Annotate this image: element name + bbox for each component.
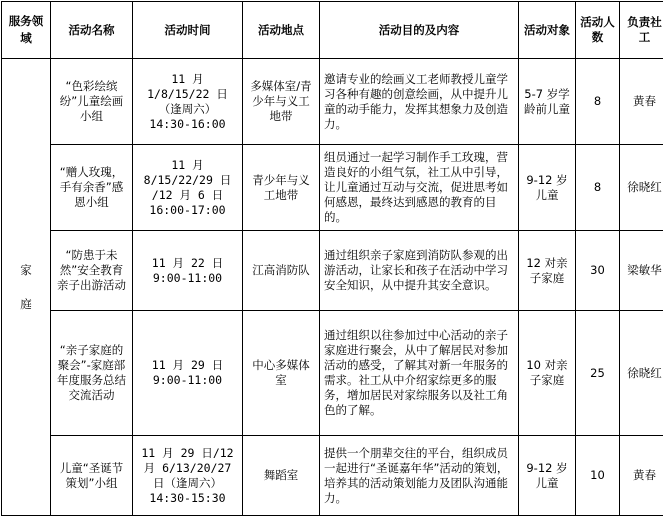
activity-worker: 黄春 [620,436,663,516]
activity-time: 11 月 1/8/15/22 日 （逢周六） 14:30-16:00 [133,59,243,145]
activity-target: 12 对亲子家庭 [519,231,576,311]
header-time: 活动时间 [133,2,243,59]
activity-worker: 徐晓红 [620,311,663,436]
activity-time: 11 月 29 日/12 月 6/13/20/27 日（逢周六） 14:30-15:30 [133,436,243,516]
activity-name: 儿童“圣诞节策划”小组 [51,436,133,516]
table-row [2,59,663,145]
activity-count: 25 [576,311,620,436]
activity-count: 8 [576,59,620,145]
header-target: 活动对象 [519,2,576,59]
activity-purpose: 通过组织以往参加过中心活动的亲子家庭进行聚会，从中了解居民对参加活动的感受，了解其对新一年服务的需求。社工从中介绍家综更多的服务，增加居民对家综服务以及社工角色的了解。 [320,311,519,436]
activity-place: 江高消防队 [243,231,320,311]
activity-count: 30 [576,231,620,311]
activity-time: 11 月 29 日 9:00-11:00 [133,311,243,436]
activity-purpose: 邀请专业的绘画义工老师教授儿童学习各种有趣的创意绘画，从中提升儿童的动手能力，发挥其想象力及创造力。 [320,59,519,145]
activity-time: 11 月 8/15/22/29 日 /12 月 6 日 16:00-17:00 [133,145,243,231]
activity-name: “色彩绘缤纷”儿童绘画小组 [51,59,133,145]
activity-worker: 徐晓红 [620,145,663,231]
domain-char-1: 家 [20,263,32,277]
header-worker: 负责社工 [620,2,663,59]
activity-place: 青少年与义工地带 [243,145,320,231]
activity-worker: 梁敏华 [620,231,663,311]
activity-name: “赠人玫瑰，手有余香”感恩小组 [51,145,133,231]
activity-place: 中心多媒体室 [243,311,320,436]
activity-worker: 黄春 [620,59,663,145]
activity-place: 舞蹈室 [243,436,320,516]
activity-purpose: 提供一个朋辈交往的平台，组织成员一起进行“圣诞嘉年华”活动的策划，培养其的活动策划能力及团队沟通能力。 [320,436,519,516]
domain-char-2: 庭 [20,297,32,311]
table-row [2,231,663,311]
header-row [2,2,663,59]
activity-purpose: 组员通过一起学习制作手工玫瑰，营造良好的小组气氛，社工从中引导，让儿童通过互动与交流，促进思考如何感恩，最终达到感恩的教育的目的。 [320,145,519,231]
header-purpose: 活动目的及内容 [320,2,519,59]
activity-target: 10 对亲子家庭 [519,311,576,436]
activity-purpose: 通过组织亲子家庭到消防队参观的出游活动，让家长和孩子在活动中学习安全知识，从中提升其安全意识。 [320,231,519,311]
header-name: 活动名称 [51,2,133,59]
activity-schedule-table [1,1,663,516]
activity-name: “亲子家庭的聚会”-家庭部年度服务总结交流活动 [51,311,133,436]
header-place: 活动地点 [243,2,320,59]
header-domain: 服务领域 [2,2,51,59]
activity-target: 9-12 岁儿童 [519,145,576,231]
activity-target: 9-12 岁儿童 [519,436,576,516]
activity-time: 11 月 22 日 9:00-11:00 [133,231,243,311]
table-row [2,311,663,436]
activity-count: 8 [576,145,620,231]
activity-target: 5-7 岁学龄前儿童 [519,59,576,145]
header-count: 活动人数 [576,2,620,59]
table-row [2,145,663,231]
table-row [2,436,663,516]
activity-place: 多媒体室/青少年与义工地带 [243,59,320,145]
activity-count: 10 [576,436,620,516]
domain-cell [2,59,51,516]
activity-name: “防患于未然”安全教育亲子出游活动 [51,231,133,311]
